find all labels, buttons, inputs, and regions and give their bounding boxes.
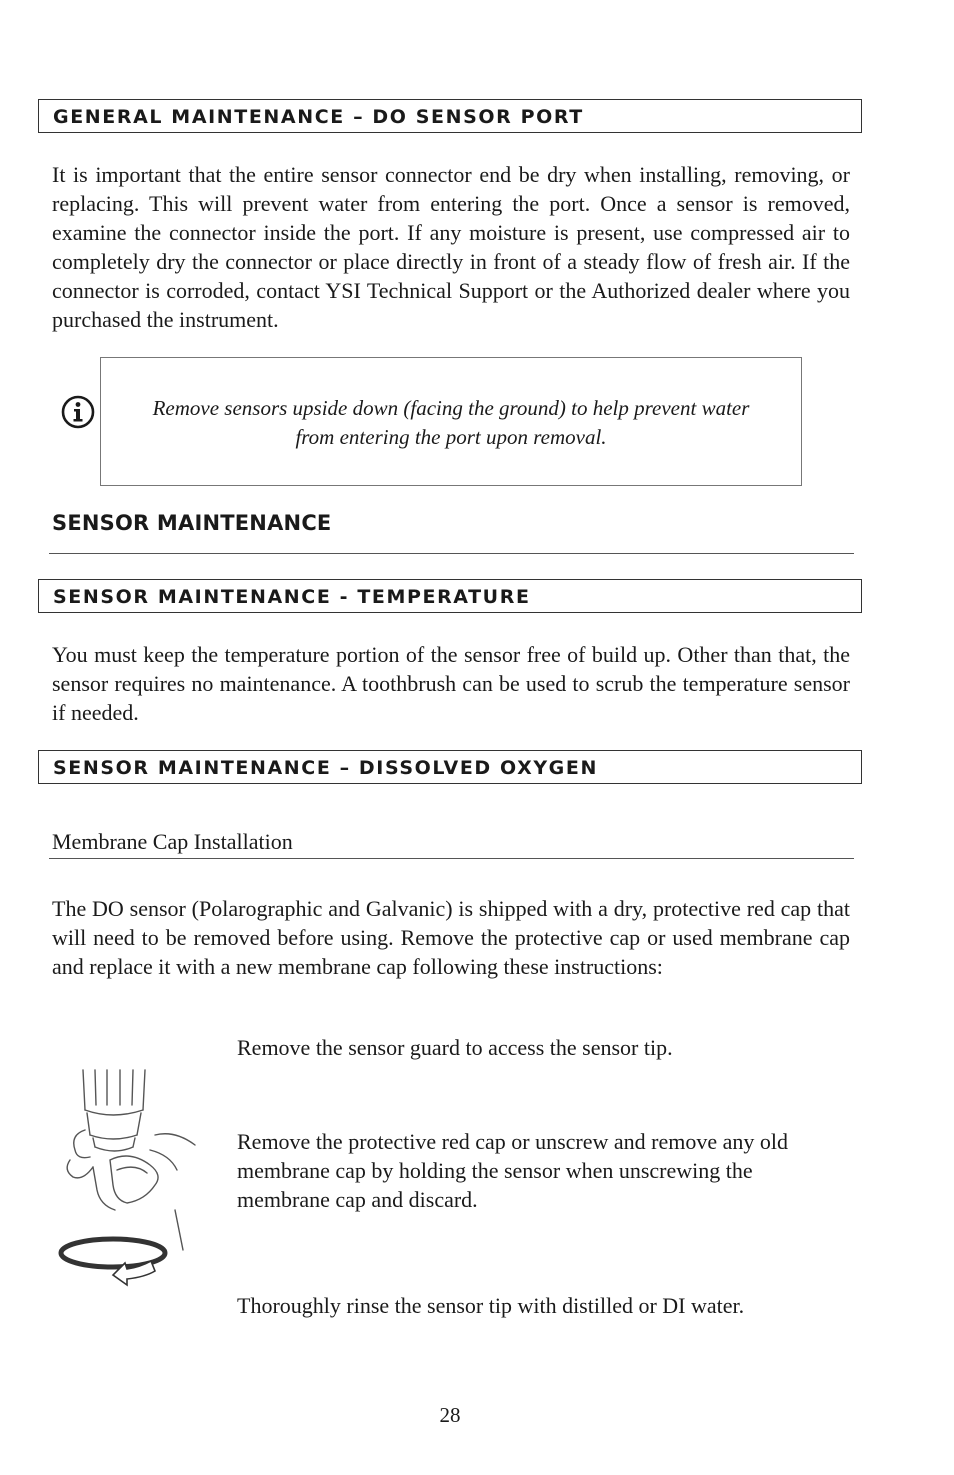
step-3: Thoroughly rinse the sensor tip with distilled or DI water.	[237, 1293, 745, 1318]
sensor-maintenance-heading: SENSOR MAINTENANCE	[52, 511, 332, 535]
note-box	[100, 357, 802, 486]
section-heading-temperature	[38, 579, 862, 613]
do-heading-text: SENSOR MAINTENANCE – DISSOLVED OXYGEN	[53, 757, 598, 779]
do-port-heading-text: GENERAL MAINTENANCE – DO SENSOR PORT	[53, 106, 584, 128]
membrane-subheading: Membrane Cap Installation	[52, 829, 293, 854]
membrane-intro-paragraph: The DO sensor (Polarographic and Galvanic) is shipped with a dry, protective red cap that will need to be removed before using. Remove the protective cap or used membrane cap and replace it with a new membrane cap following these instructions:	[52, 896, 850, 979]
heading-rule	[49, 553, 854, 554]
temperature-heading-text: SENSOR MAINTENANCE - TEMPERATURE	[53, 586, 531, 608]
page-number: 28	[439, 1403, 461, 1427]
step-2: Remove the protective red cap or unscrew and remove any old membrane cap by holding the sensor when unscrewing the membrane cap and discard.	[237, 1129, 789, 1212]
do-port-paragraph: It is important that the entire sensor connector end be dry when installing, removing, or replacing. This will prevent water from entering the port. Once a sensor is removed, examine the connector inside the port. If any moisture is present, use compressed air to completely dry the connector or place directly in front of a steady flow of fresh air. If the connector is corroded, contact YSI Technical Support or the Authorized dealer where you purchased the instrument.	[52, 162, 850, 332]
sensor-unscrew-illustration	[55, 1035, 205, 1325]
step-1: Remove the sensor guard to access the sensor tip.	[237, 1035, 673, 1060]
section-heading-do-port	[38, 99, 862, 133]
temperature-paragraph: You must keep the temperature portion of the sensor free of build up. Other than that, the sensor requires no maintenance. A toothbrush can be used to scrub the temperature sensor if needed.	[52, 642, 850, 725]
subheading-rule	[49, 858, 854, 859]
section-heading-dissolved-oxygen	[38, 750, 862, 784]
note-text: Remove sensors upside down (facing the ground) to help prevent water from entering the port upon removal.	[152, 396, 750, 449]
info-icon	[61, 395, 95, 429]
